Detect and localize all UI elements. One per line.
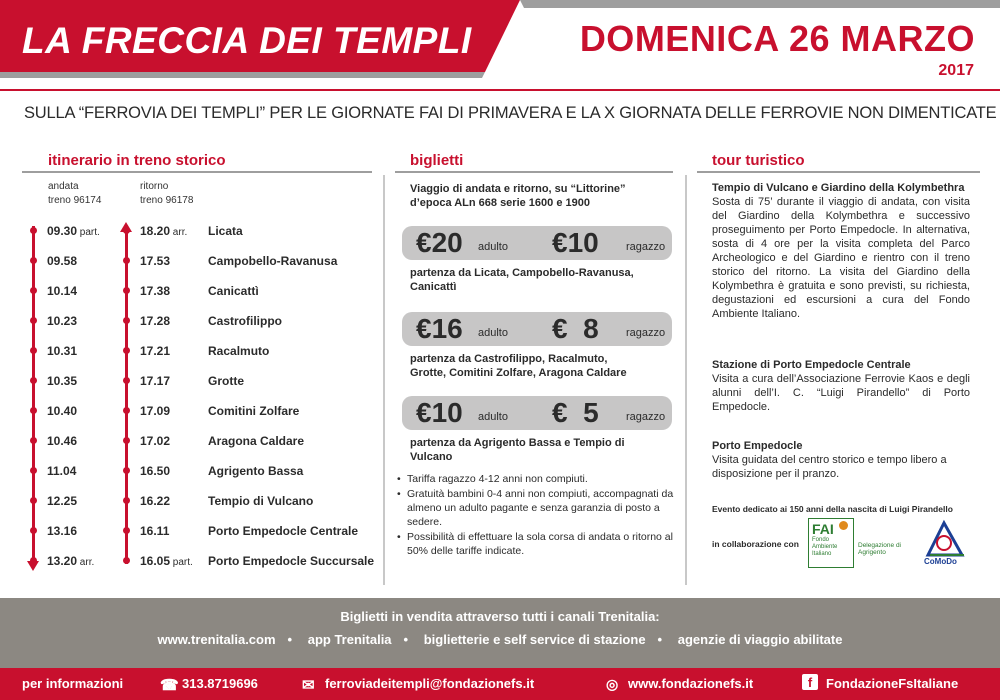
andata-time: 10.23	[47, 314, 78, 328]
ritorno-stop-dot	[123, 347, 130, 354]
timetable-row	[0, 282, 380, 302]
child-label: ragazzo	[626, 411, 666, 423]
fai-logo: FAI Fondo Ambiente Italiano Delegazione di Agrigento	[808, 518, 908, 566]
station-name: Comitini Zolfare	[208, 404, 300, 418]
ritorno-time: 16.50	[140, 464, 171, 478]
tickets-title: biglietti	[410, 152, 464, 169]
facebook-link[interactable]: FondazioneFsItaliane	[826, 676, 959, 691]
timetable-row	[0, 402, 380, 422]
web-icon: ◎	[606, 676, 619, 692]
station-name: Agrigento Bassa	[208, 464, 304, 478]
andata-time: 13.20 arr.	[47, 554, 95, 568]
mail-icon: ✉	[302, 677, 315, 694]
andata-stop-dot	[30, 377, 37, 384]
ritorno-stop-dot	[123, 287, 130, 294]
timetable-row	[0, 372, 380, 392]
channel-link[interactable]: www.trenitalia.com	[157, 632, 276, 647]
note-item: • Tariffa ragazzo 4-12 anni non compiuti.	[407, 472, 682, 486]
fai-flower-icon	[839, 521, 848, 530]
ritorno-stop-dot	[123, 527, 130, 534]
ritorno-stop-dot	[123, 497, 130, 504]
ritorno-time: 17.28	[140, 314, 171, 328]
channel-link: app Trenitalia	[307, 632, 392, 647]
andata-header: andata treno 96174	[48, 181, 102, 206]
ritorno-stop-dot	[123, 257, 130, 264]
andata-time: 10.35	[47, 374, 78, 388]
channel-link: agenzie di viaggio abilitate	[677, 632, 843, 647]
timetable-row	[0, 312, 380, 332]
event-note: Evento dedicato ai 150 anni della nascita di Luigi Pirandello	[712, 504, 953, 514]
comodo-mark-icon	[922, 519, 972, 559]
station-name: Canicattì	[208, 284, 259, 298]
andata-stop-dot	[30, 497, 37, 504]
header	[0, 0, 1000, 92]
andata-time: 09.58	[47, 254, 78, 268]
timetable-row	[0, 252, 380, 272]
tour-paragraph-2: Stazione di Porto Empedocle Centrale Visita a cura dell’Associazione Ferrovie Kaos e degli alunni dell’I. C. “Luigi Pirandello” di Porto Empedocle.	[712, 359, 970, 413]
email-link[interactable]: ferroviadeitempli@fondazionefs.it	[325, 676, 535, 691]
andata-stop-dot	[30, 557, 37, 564]
collaboration-label: in collaborazione con	[712, 539, 799, 549]
column-divider	[383, 175, 385, 585]
price-band	[402, 312, 672, 346]
andata-stop-dot	[30, 257, 37, 264]
event-date: DOMENICA 26 MARZO	[579, 18, 975, 59]
station-name: Porto Empedocle Succursale	[208, 554, 375, 568]
timetable-row	[0, 492, 380, 512]
phone-icon: ☎	[160, 677, 179, 694]
facebook-icon: f	[802, 674, 818, 690]
andata-rail	[32, 226, 35, 564]
station-name: Grotte	[208, 374, 244, 388]
comodo-logo: CoMoDo	[922, 519, 972, 567]
ritorno-header: ritorno treno 96178	[140, 181, 194, 206]
ticket-notes	[395, 472, 682, 559]
andata-stop-dot	[30, 527, 37, 534]
ritorno-time: 17.38	[140, 284, 171, 298]
note-item: • Possibilità di effettuare la sola corsa di andata o ritorno al 50% delle tariffe indicate.	[407, 530, 682, 558]
price-band	[402, 396, 672, 430]
itinerary-rule	[22, 171, 372, 173]
ritorno-stop-dot	[123, 467, 130, 474]
child-label: ragazzo	[626, 241, 666, 253]
andata-time: 10.40	[47, 404, 78, 418]
ritorno-stop-dot	[123, 227, 130, 234]
timetable-row	[0, 432, 380, 452]
note-item: • Gratuità bambini 0-4 anni non compiuti, accompagnati da almeno un adulto pagante e senza garanzia di posto a sedere.	[407, 487, 682, 529]
ritorno-time: 17.53	[140, 254, 171, 268]
ritorno-time: 18.20 arr.	[140, 224, 188, 238]
departure-stations: partenza da Castrofilippo, Racalmuto, Grotte, Comitini Zolfare, Aragona Caldare	[410, 353, 627, 379]
adult-price: €20	[416, 227, 463, 258]
child-price: € 5	[552, 397, 599, 428]
info-label: per informazioni	[22, 676, 124, 691]
timetable-row	[0, 522, 380, 542]
station-name: Tempio di Vulcano	[208, 494, 314, 508]
ritorno-time: 16.11	[140, 524, 170, 538]
tickets-intro: Viaggio di andata e ritorno, su “Littorine” d’epoca ALn 668 serie 1600 e 1900	[410, 183, 626, 209]
adult-price: €10	[416, 397, 463, 428]
web-link[interactable]: www.fondazionefs.it	[628, 676, 754, 691]
andata-time: 09.30 part.	[47, 224, 100, 238]
child-price: €10	[552, 227, 599, 258]
andata-stop-dot	[30, 467, 37, 474]
station-name: Licata	[208, 224, 243, 238]
timetable-row	[0, 552, 380, 572]
child-price: € 8	[552, 313, 599, 344]
station-name: Racalmuto	[208, 344, 270, 358]
ritorno-time: 17.02	[140, 434, 171, 448]
andata-stop-dot	[30, 437, 37, 444]
departure-stations: partenza da Agrigento Bassa e Tempio di Vulcano	[410, 437, 625, 463]
child-label: ragazzo	[626, 327, 666, 339]
ritorno-stop-dot	[123, 407, 130, 414]
tickets-rule	[395, 171, 673, 173]
ritorno-time: 16.05 part.	[140, 554, 193, 568]
departure-stations: partenza da Licata, Campobello-Ravanusa, Canicattì	[410, 267, 634, 293]
andata-stop-dot	[30, 227, 37, 234]
adult-price: €16	[416, 313, 463, 344]
price-band	[402, 226, 672, 260]
tour-paragraph-3: Porto Empedocle Visita guidata del centro storico e tempo libero a disposizione per il pranzo.	[712, 440, 947, 480]
event-year: 2017	[938, 62, 974, 79]
andata-time: 10.46	[47, 434, 78, 448]
andata-time: 12.25	[47, 494, 78, 508]
footer-channels: www.trenitalia.com • app Trenitalia • biglietterie e self service di stazione • agenzie di viaggio abilitate	[157, 632, 843, 647]
footer-sales-line: Biglietti in vendita attraverso tutti i canali Trenitalia:	[340, 609, 660, 624]
station-name: Castrofilippo	[208, 314, 282, 328]
event-subtitle: SULLA “FERROVIA DEI TEMPLI” PER LE GIORNATE FAI DI PRIMAVERA E LA X GIORNATA DELLE FERROVIE NON DIMENTICATE	[24, 104, 997, 122]
column-divider	[685, 175, 687, 585]
ritorno-stop-dot	[123, 317, 130, 324]
ritorno-stop-dot	[123, 377, 130, 384]
andata-stop-dot	[30, 287, 37, 294]
adult-label: adulto	[478, 411, 508, 423]
phone-number[interactable]: 313.8719696	[182, 676, 258, 691]
andata-stop-dot	[30, 407, 37, 414]
andata-time: 13.16	[47, 524, 78, 538]
andata-stop-dot	[30, 347, 37, 354]
ritorno-time: 17.09	[140, 404, 171, 418]
timetable-row	[0, 342, 380, 362]
adult-label: adulto	[478, 241, 508, 253]
andata-time: 11.04	[47, 464, 77, 478]
andata-time: 10.31	[47, 344, 78, 358]
tour-rule	[697, 171, 980, 173]
ritorno-time: 17.17	[140, 374, 171, 388]
tour-paragraph-1: Tempio di Vulcano e Giardino della Kolymbethra Sosta di 75’ durante il viaggio di andata, con visita del Giardino della Kolymbethra e successivo proseguimento per Porto Empedocle. In alternativa, sosta di 4 ore per la visita completa del Parco Archeologico e del Giardino e rientro con il treno storico del ritorno. La visita del Giardino della Kolymbethra è gratuita e sono previsti, su richiesta, degustazioni ed escursioni a cura del Fondo Ambiente Italiano.	[712, 182, 970, 320]
ritorno-time: 16.22	[140, 494, 171, 508]
timetable-row	[0, 222, 380, 242]
timetable-row	[0, 462, 380, 482]
ritorno-time: 17.21	[140, 344, 171, 358]
ritorno-stop-dot	[123, 437, 130, 444]
channel-link: biglietterie e self service di stazione	[423, 632, 646, 647]
station-name: Aragona Caldare	[208, 434, 305, 448]
station-name: Campobello-Ravanusa	[208, 254, 338, 268]
andata-stop-dot	[30, 317, 37, 324]
adult-label: adulto	[478, 327, 508, 339]
andata-time: 10.14	[47, 284, 78, 298]
tour-title: tour turistico	[712, 152, 805, 169]
event-title: LA FRECCIA DEI TEMPLI	[22, 20, 472, 61]
station-name: Porto Empedocle Centrale	[208, 524, 359, 538]
ritorno-stop-dot	[123, 557, 130, 564]
itinerary-title: itinerario in treno storico	[48, 152, 226, 169]
